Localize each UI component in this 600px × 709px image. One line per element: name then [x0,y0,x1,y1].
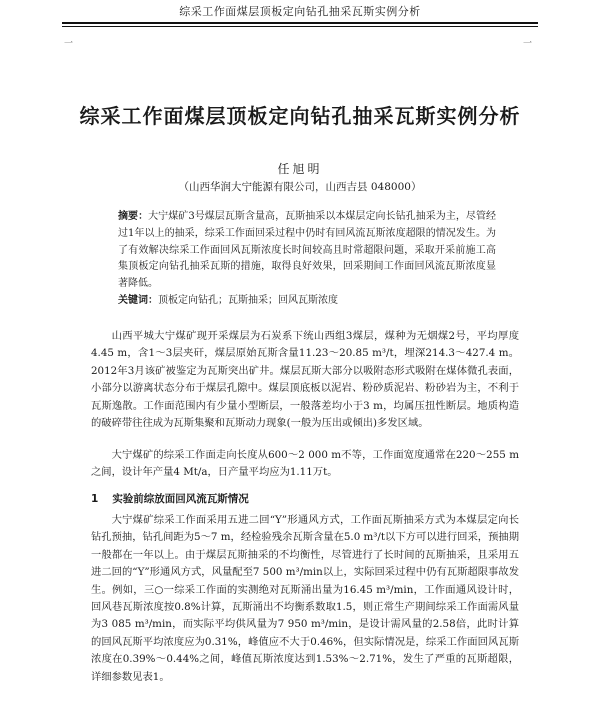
running-title: 综采工作面煤层顶板定向钻孔抽采瓦斯实例分析 [179,5,421,18]
abstract-label: 摘要： [118,211,149,222]
paragraph-text: 大宁煤矿的综采工作面走向长度从600～2 000 m不等，工作面宽度通常在220～255 m之间，设计年产量4 Mt/a，日产量平均应为1.11万t。 [91,449,519,479]
running-header [0,0,600,36]
header-rule [62,22,538,24]
article-title: 综采工作面煤层顶板定向钻孔抽采瓦斯实例分析 [79,104,521,128]
paragraph-text: 山西平城大宁煤矿现开采煤层为石炭系下统山西组3煤层，煤种为无烟煤2号，平均厚度4.45 m，含1～3层夹矸，煤层原始瓦斯含量11.23～20.85 m³/t，埋深214.3～427.4 m。2012年3月该矿被鉴定为瓦斯突出矿井。煤层瓦斯大部分以吸附态形式吸附在煤体微孔表面，小部分以游离状态分布于煤层孔隙中。煤层顶底板以泥岩、粉砂质泥岩、粉砂岩为主，不利于瓦斯逸散。工作面范围内有少量小型断层，一般落差均小于3 m，均属压扭性断层。地质构造的破碎带往往成为瓦斯集聚和瓦斯动力现象(一般为压出或倾出)多发区域。 [91,330,519,430]
corner-mark-left: 一 [64,39,74,49]
author: 任旭明 [277,162,323,176]
affiliation: （山西华润大宁能源有限公司，山西吉县 048000） [178,181,422,193]
abstract-text: 大宁煤矿3号煤层瓦斯含量高，瓦斯抽采以本煤层定向长钻孔抽采为主，尽管经过1年以上的抽采，综采工作面回采过程中仍时有回风流瓦斯浓度超限的情况发生。为了有效解决综采工作面回风瓦斯浓度长时间较高且时常超限问题，采取开采前施工高集顶板定向钻孔抽采瓦斯的措施，取得良好效果，回采期间工作面回风流瓦斯浓度显著降低。 [118,211,496,290]
paragraph-text: 大宁煤矿综采工作面采用五进二回“Y”形通风方式，工作面瓦斯抽采方式为本煤层定向长钻孔预抽，钻孔间距为5～7 m，经检验残余瓦斯含量在5.0 m³/t以下方可以进行回采，预抽期一般都在一年以上。由于煤层瓦斯抽采的不均衡性，尽管进行了长时间的瓦斯抽采，且采用五进二回的“Y”形通风方式，风量配至7 500 m³/min以上，实际回采过程中仍有瓦斯超限事故发生。例如，三○一综采工作面的实测绝对瓦斯涌出量为16.45 m³/min，工作面通风设计时，回风巷瓦斯浓度按0.8%计算，瓦斯涌出不均衡系数取1.5，则正常生产期间综采工作面需风量为3 085 m³/min，而实际平均供风量为7 950 m³/min，是设计需风量的2.58倍，此时计算的回风瓦斯平均浓度应为0.31%，峰值应不大于0.46%，但实际情况是，综采工作面回风瓦斯浓度在0.39%～0.44%之间，峰值瓦斯浓度达到1.53%～2.71%，发生了严重的瓦斯超限，详细参数见表1。 [91,514,519,683]
keywords-label: 关键词： [118,295,158,306]
section-title: 实验前综放面回风流瓦斯情况 [112,493,249,505]
section-heading [91,491,249,506]
body-paragraph-1 [91,328,519,432]
body-paragraph-3 [91,512,519,686]
section-number: 1 [91,493,99,505]
header-rule-thin [62,26,538,27]
keywords [118,293,496,309]
abstract [118,209,496,293]
corner-mark-right: 一 [522,39,532,49]
body-paragraph-2 [91,447,519,482]
keywords-text: 顶板定向钻孔；瓦斯抽采；回风瓦斯浓度 [158,295,338,306]
